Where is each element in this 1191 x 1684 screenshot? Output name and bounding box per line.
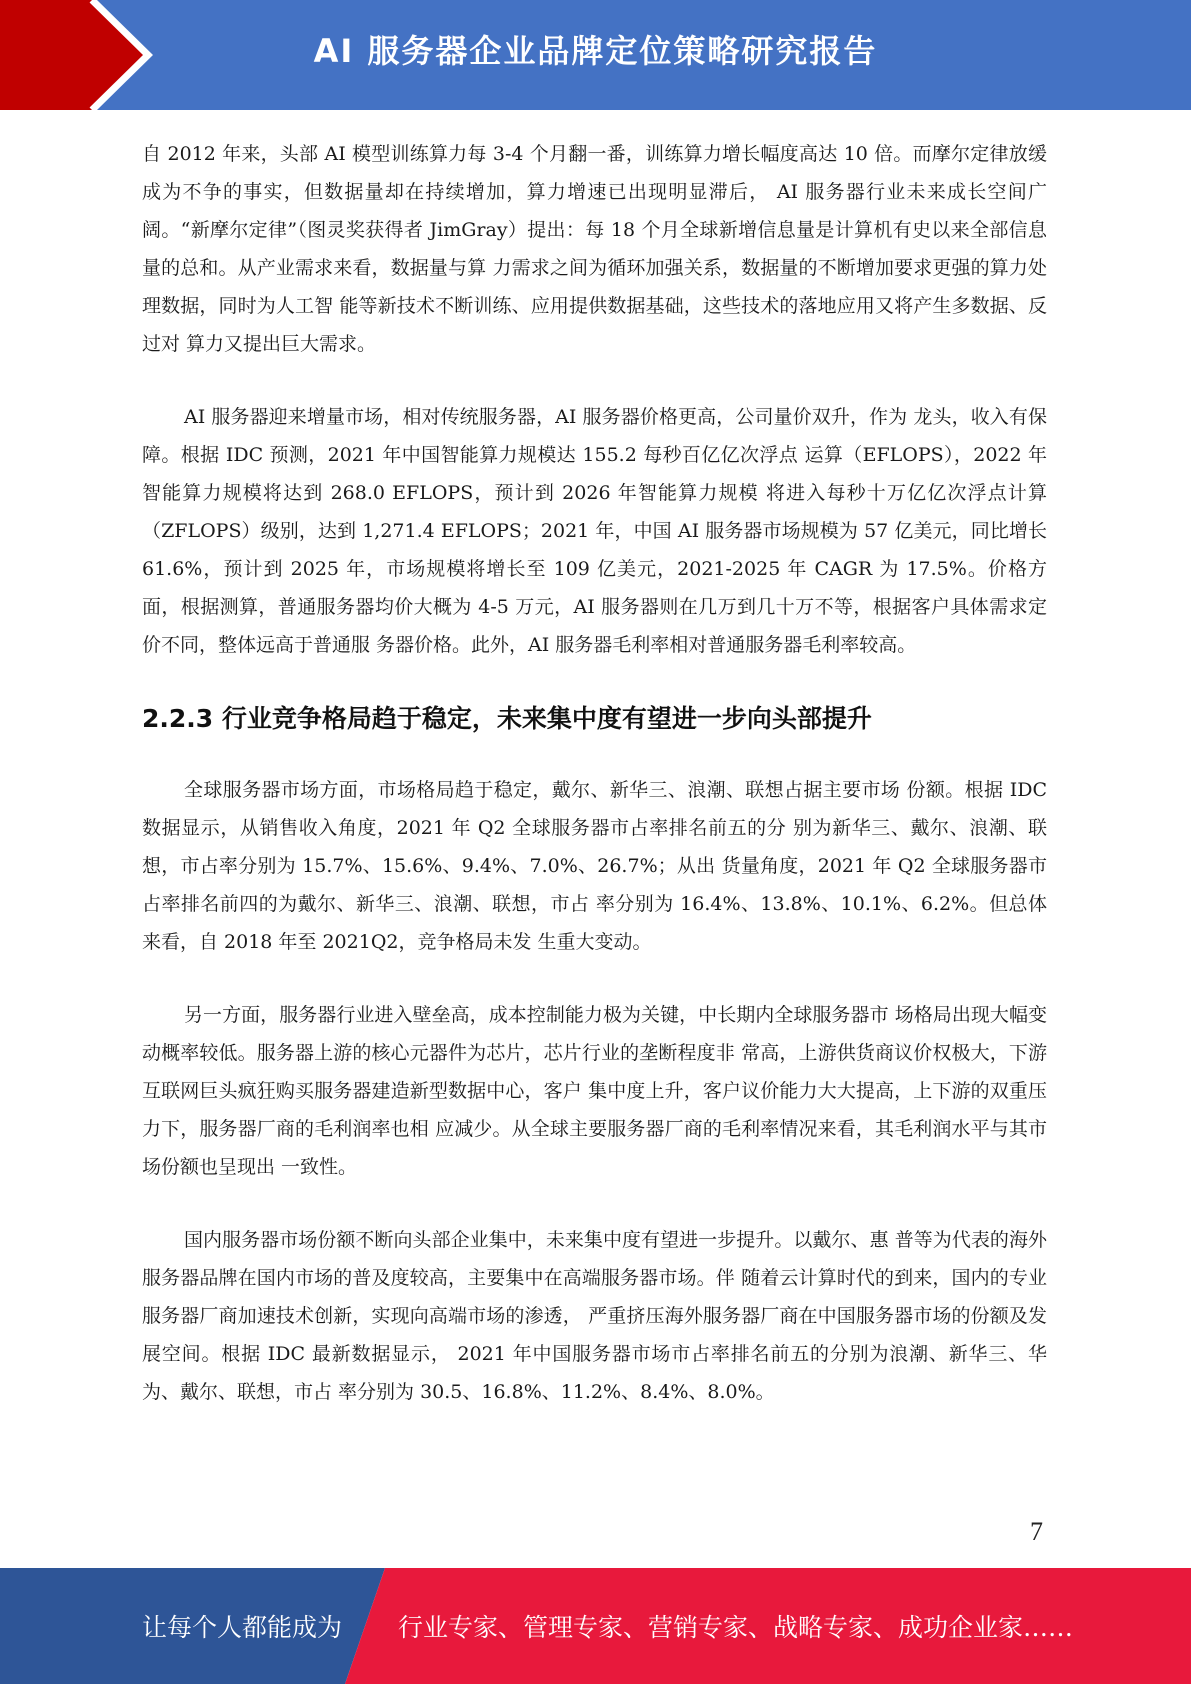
page-header — [0, 0, 1191, 110]
page-number: 7 — [1030, 1517, 1043, 1546]
header-arrow-decoration — [0, 0, 160, 110]
document-body — [142, 135, 1047, 1446]
paragraph-compute-growth: 自 2012 年来，头部 AI 模型训练算力每 3-4 个月翻一番，训练算力增长幅度高达 10 倍。而摩尔定律放缓成为不争的事实，但数据量却在持续增加，算力增速已出现明显滞后， AI 服务器行业未来成长空间广阔。“新摩尔定律”（图灵奖获得者 JimGray）提出：每 18 个月全球新增信息量是计算机有史以来全部信息量的总和。从产业需求来看，数据量与算 力需求之间为循环加强关系，数据量的不断增加要求更强的算力处理数据，同时为人工智 能等新技术不断训练、应用提供数据基础，这些技术的落地应用又将产生多数据、反过对 算力又提出巨大需求。 — [142, 143, 1047, 355]
paragraph-ai-server-market: AI 服务器迎来增量市场，相对传统服务器，AI 服务器价格更高，公司量价双升，作为 龙头，收入有保障。根据 IDC 预测，2021 年中国智能算力规模达 155.2 每秒百亿亿次浮点 运算（EFLOPS），2022 年智能算力规模将达到 268.0 EFLOPS，预计到 2026 年智能算力规模 将进入每秒十万亿亿次浮点计算（ZFLOPS）级别，达到 1,271.4 EFLOPS；2021 年，中国 AI 服务器市场规模为 57 亿美元，同比增长 61.6%，预计到 2025 年，市场规模将增长至 109 亿美元，2021-2025 年 CAGR 为 17.5%。价格方面，根据测算，普通服务器均价大概为 4-5 万元，AI 服务器则在几万到几十万不等，根据客户具体需求定价不同，整体远高于普通服 务器价格。此外，AI 服务器毛利率相对普通服务器毛利率较高。 — [142, 406, 1047, 656]
footer-slogan-right: 行业专家、管理专家、营销专家、战略专家、成功企业家…… — [398, 1613, 1074, 1642]
paragraph-domestic-concentration: 国内服务器市场份额不断向头部企业集中，未来集中度有望进一步提升。以戴尔、惠 普等为代表的海外服务器品牌在国内市场的普及度较高，主要集中在高端服务器市场。伴 随着云计算时代的到来，国内的专业服务器厂商加速技术创新，实现向高端市场的渗透， 严重挤压海外服务器厂商在中国服务器市场的份额及发展空间。根据 IDC 最新数据显示， 2021 年中国服务器市场市占率排名前五的分别为浪潮、新华三、华为、戴尔、联想，市占 率分别为 30.5、16.8%、11.2%、8.4%、8.0%。 — [142, 1229, 1047, 1403]
paragraph-entry-barriers: 另一方面，服务器行业进入壁垒高，成本控制能力极为关键，中长期内全球服务器市 场格局出现大幅变动概率较低。服务器上游的核心元器件为芯片，芯片行业的垄断程度非 常高，上游供货商议价权极大，下游互联网巨头疯狂购买服务器建造新型数据中心，客户 集中度上升，客户议价能力大大提高，上下游的双重压力下，服务器厂商的毛利润率也相 应减少。从全球主要服务器厂商的毛利率情况来看，其毛利润水平与其市场份额也呈现出 一致性。 — [142, 1004, 1047, 1178]
paragraph-global-market-share: 全球服务器市场方面，市场格局趋于稳定，戴尔、新华三、浪潮、联想占据主要市场 份额。根据 IDC 数据显示，从销售收入角度，2021 年 Q2 全球服务器市占率排名前五的分 别为新华三、戴尔、浪潮、联想，市占率分别为 15.7%、15.6%、9.4%、7.0%、26.7%；从出 货量角度，2021 年 Q2 全球服务器市占率排名前四的为戴尔、新华三、浪潮、联想，市占 率分别为 16.4%、13.8%、10.1%、6.2%。但总体来看，自 2018 年至 2021Q2，竞争格局未发 生重大变动。 — [142, 779, 1047, 953]
page-footer — [0, 1568, 1191, 1684]
footer-slogan-left: 让每个人都能成为 — [142, 1613, 343, 1642]
report-title: AI 服务器企业品牌定位策略研究报告 — [313, 32, 878, 70]
section-heading-2-2-3: 2.2.3 行业竞争格局趋于稳定，未来集中度有望进一步向头部提升 — [142, 704, 872, 733]
